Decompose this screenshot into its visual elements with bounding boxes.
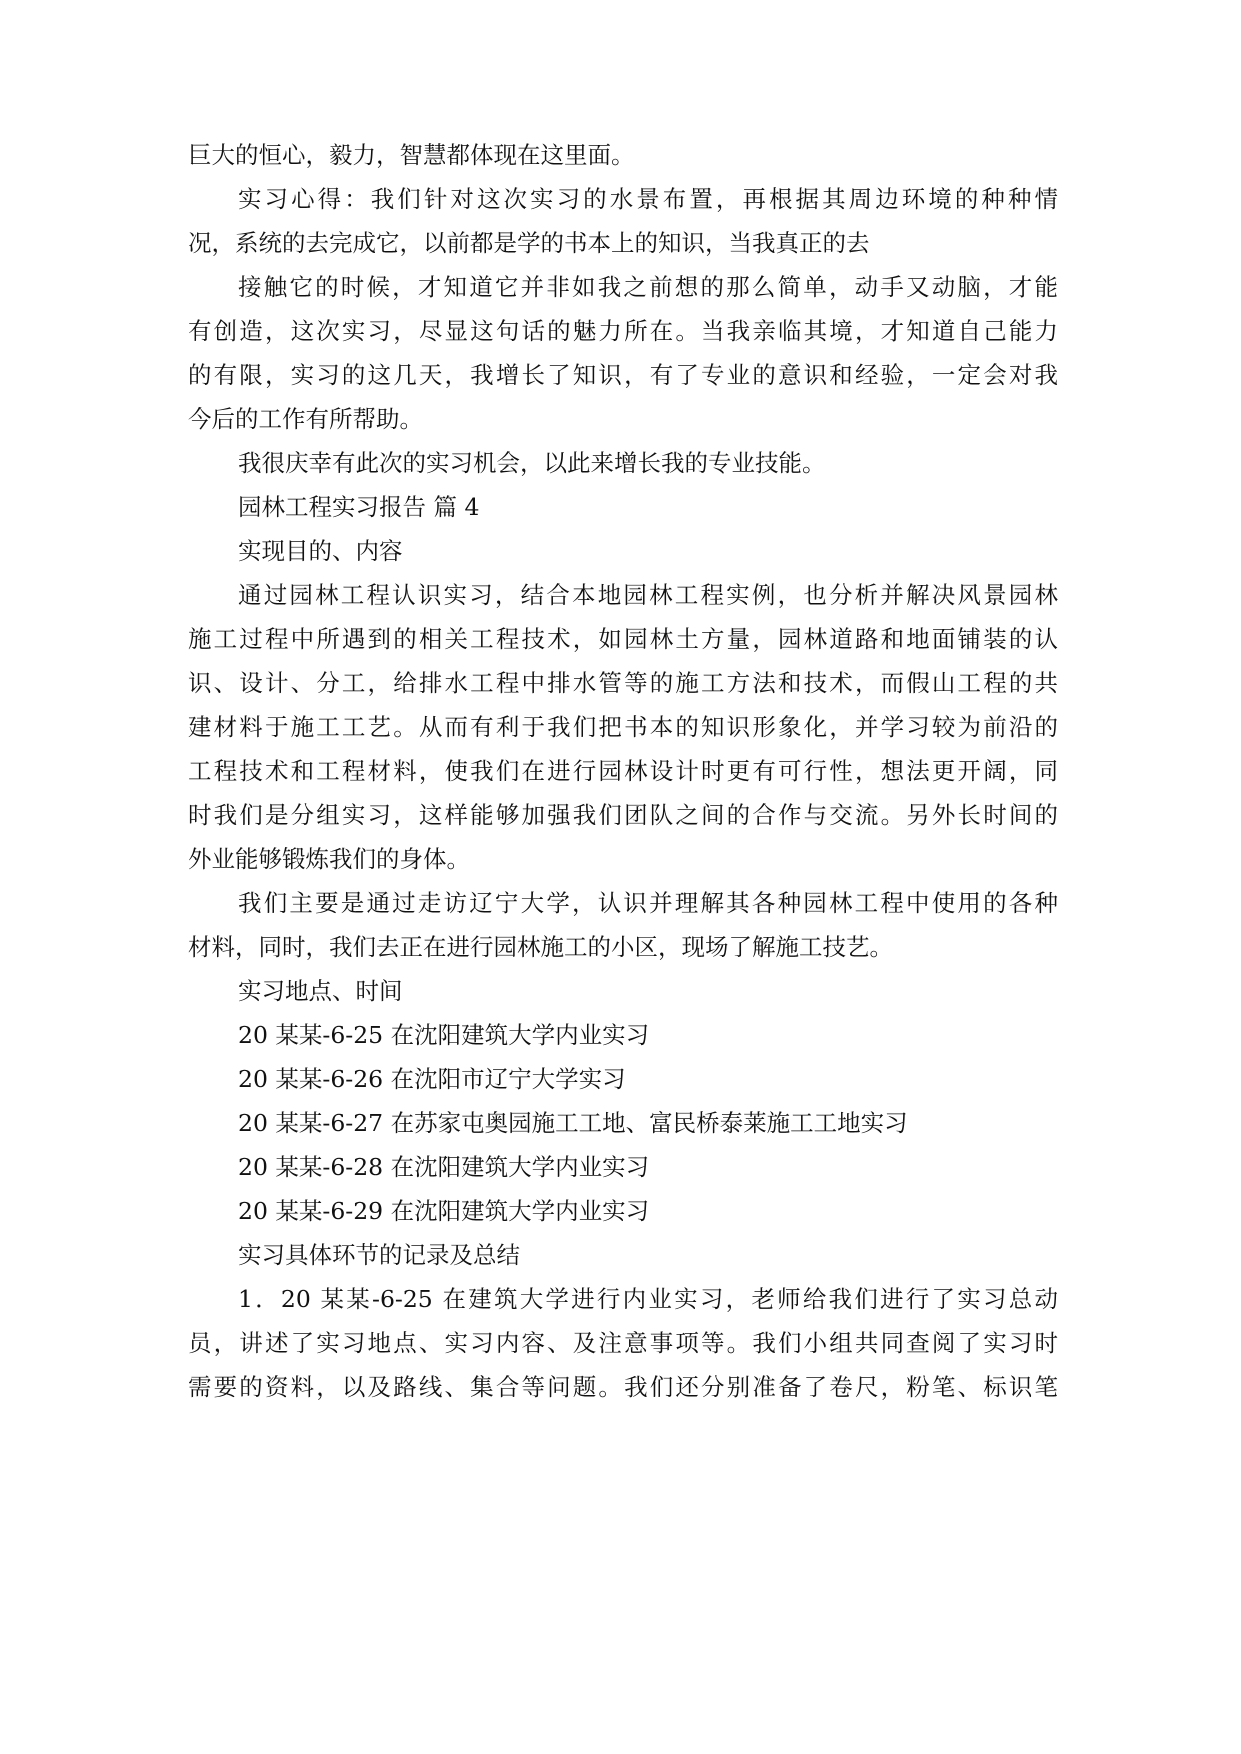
text-line: 需要的资料，以及路线、集合等问题。我们还分别准备了卷尺，粉笔、标识笔 xyxy=(188,1373,1058,1401)
text-line: 材料，同时，我们去正在进行园林施工的小区，现场了解施工技艺。 xyxy=(188,933,893,961)
schedule-item: 20 某某-6-28 在沈阳建筑大学内业实习 xyxy=(238,1153,650,1181)
section-heading: 园林工程实习报告 篇 4 xyxy=(238,493,480,521)
text-line: 1．20 某某-6-25 在建筑大学进行内业实习，老师给我们进行了实习总动 xyxy=(238,1285,1058,1313)
subheading: 实习地点、时间 xyxy=(238,977,403,1005)
text-line: 的有限，实习的这几天，我增长了知识，有了专业的意识和经验，一定会对我 xyxy=(188,361,1058,389)
text-line: 识、设计、分工，给排水工程中排水管等的施工方法和技术，而假山工程的共 xyxy=(188,669,1058,697)
text-line: 有创造，这次实习，尽显这句话的魅力所在。当我亲临其境，才知道自己能力 xyxy=(188,317,1058,345)
text-line: 我们主要是通过走访辽宁大学，认识并理解其各种园林工程中使用的各种 xyxy=(238,889,1058,917)
text-line: 时我们是分组实习，这样能够加强我们团队之间的合作与交流。另外长时间的 xyxy=(188,801,1058,829)
text-line: 建材料于施工工艺。从而有利于我们把书本的知识形象化，并学习较为前沿的 xyxy=(188,713,1058,741)
text-line: 实习心得：我们针对这次实习的水景布置，再根据其周边环境的种种情 xyxy=(238,185,1058,213)
text-line: 我很庆幸有此次的实习机会，以此来增长我的专业技能。 xyxy=(238,449,826,477)
text-line: 工程技术和工程材料，使我们在进行园林设计时更有可行性，想法更开阔，同 xyxy=(188,757,1058,785)
subheading: 实现目的、内容 xyxy=(238,537,403,565)
text-line: 员，讲述了实习地点、实习内容、及注意事项等。我们小组共同查阅了实习时 xyxy=(188,1329,1058,1357)
text-line: 施工过程中所遇到的相关工程技术，如园林土方量，园林道路和地面铺装的认 xyxy=(188,625,1058,653)
text-line: 巨大的恒心，毅力，智慧都体现在这里面。 xyxy=(188,141,635,169)
text-line: 况，系统的去完成它，以前都是学的书本上的知识，当我真正的去 xyxy=(188,229,870,257)
schedule-item: 20 某某-6-27 在苏家屯奥园施工工地、富民桥泰莱施工工地实习 xyxy=(238,1109,908,1137)
text-line: 外业能够锻炼我们的身体。 xyxy=(188,845,470,873)
schedule-item: 20 某某-6-29 在沈阳建筑大学内业实习 xyxy=(238,1197,650,1225)
schedule-item: 20 某某-6-26 在沈阳市辽宁大学实习 xyxy=(238,1065,626,1093)
subheading: 实习具体环节的记录及总结 xyxy=(238,1241,520,1269)
text-line: 今后的工作有所帮助。 xyxy=(188,405,423,433)
schedule-item: 20 某某-6-25 在沈阳建筑大学内业实习 xyxy=(238,1021,650,1049)
text-line: 通过园林工程认识实习，结合本地园林工程实例，也分析并解决风景园林 xyxy=(238,581,1058,609)
text-line: 接触它的时候，才知道它并非如我之前想的那么简单，动手又动脑，才能 xyxy=(238,273,1058,301)
